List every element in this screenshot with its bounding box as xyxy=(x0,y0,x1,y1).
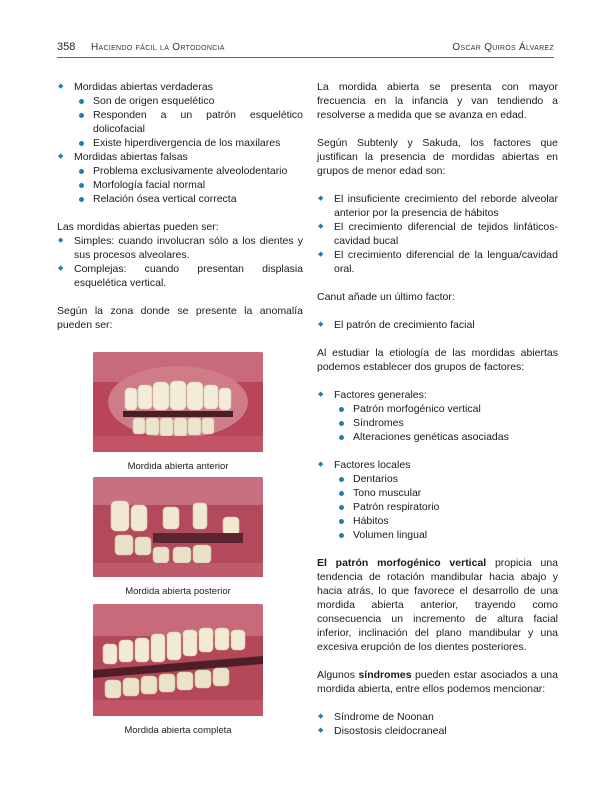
figure-caption: Mordida abierta anterior xyxy=(127,461,229,472)
page-number: 358 xyxy=(57,41,76,53)
running-header xyxy=(57,41,554,58)
list-item: Existe hiperdivergencia de los maxilares xyxy=(74,136,303,150)
canut-factor-list xyxy=(317,318,558,332)
list-item: Son de origen esquelético xyxy=(74,94,303,108)
paragraph: Algunos síndromes pueden estar asociados a una mordida abierta, entre ellos podemos mencionar: xyxy=(317,669,558,695)
list-item: ◆ Disostosis cleidocraneal xyxy=(317,724,558,738)
author-name: Oscar Quirós Álvarez xyxy=(452,42,554,53)
list-item: ◆ Mordidas abiertas verdaderas Son de origen esquelético Responden a un patrón esquelético dolicofacial Existe hiperdivergencia de los maxilares xyxy=(57,80,303,150)
list-item: Síndromes xyxy=(334,416,558,430)
figure-posterior-open-bite xyxy=(93,477,263,597)
list-item: Morfología facial normal xyxy=(74,178,303,192)
list-item: ◆ El patrón de crecimiento facial xyxy=(317,318,558,332)
paragraph: Las mordidas abiertas pueden ser: xyxy=(57,221,219,233)
age-factors-list xyxy=(317,192,558,276)
list-item: ◆ Síndrome de Noonan xyxy=(317,710,558,724)
left-column xyxy=(57,80,303,332)
anterior-open-bite-photo xyxy=(93,352,263,457)
list-item: Relación ósea vertical correcta xyxy=(74,192,303,206)
paragraph: Según la zona donde se presente la anomalía pueden ser: xyxy=(57,305,303,331)
list-item: Patrón morfogénico vertical xyxy=(334,402,558,416)
figure-caption: Mordida abierta posterior xyxy=(125,586,231,597)
list-item: ◆ Factores locales Dentarios Tono muscular Patrón respiratorio Hábitos Volumen lingual xyxy=(317,458,558,542)
complete-open-bite-photo xyxy=(93,604,263,721)
local-factors-list xyxy=(317,458,558,542)
general-factors-list xyxy=(317,388,558,444)
list-item: ◆ El crecimiento diferencial de la lengua/cavidad oral. xyxy=(317,248,558,276)
list-item: Hábitos xyxy=(334,514,558,528)
figure-caption: Mordida abierta completa xyxy=(124,725,232,736)
paragraph: Al estudiar la etiología de las mordidas abiertas podemos establecer dos grupos de factores: xyxy=(317,347,558,373)
figure-complete-open-bite xyxy=(93,604,263,736)
list-item: Alteraciones genéticas asociadas xyxy=(334,430,558,444)
list-item: Volumen lingual xyxy=(334,528,558,542)
paragraph: La mordida abierta se presenta con mayor frecuencia en la infancia y van tendiendo a resolverse a medida que se avanza en edad. xyxy=(317,81,558,121)
list-item: Patrón respiratorio xyxy=(334,500,558,514)
simple-complex-list xyxy=(57,234,303,290)
list-item: ◆ Simples: cuando involucran sólo a los dientes y sus procesos alveolares. xyxy=(57,234,303,262)
list-item: ◆ El crecimiento diferencial de tejidos linfáticos-cavidad bucal xyxy=(317,220,558,248)
list-item: ◆ Mordidas abiertas falsas Problema exclusivamente alveolodentario Morfología facial normal Relación ósea vertical correcta xyxy=(57,150,303,206)
list-item: Dentarios xyxy=(334,472,558,486)
paragraph: Canut añade un último factor: xyxy=(317,291,455,303)
posterior-open-bite-photo xyxy=(93,477,263,582)
list-item: Responden a un patrón esquelético dolicofacial xyxy=(74,108,303,136)
list-item: Problema exclusivamente alveolodentario xyxy=(74,164,303,178)
paragraph: Según Subtenly y Sakuda, los factores que justifican la presencia de mordidas abiertas en grupos de menor edad son: xyxy=(317,137,558,177)
book-title: Haciendo fácil la Ortodoncia xyxy=(91,42,225,53)
list-item: ◆ El insuficiente crecimiento del reborde alveolar anterior por la presencia de hábitos xyxy=(317,192,558,220)
syndromes-list xyxy=(317,710,558,738)
right-column xyxy=(317,80,558,738)
figure-anterior-open-bite xyxy=(93,352,263,472)
open-bite-types-list xyxy=(57,80,303,206)
list-item: ◆ Factores generales: Patrón morfogénico vertical Síndromes Alteraciones genéticas asociadas xyxy=(317,388,558,444)
list-item: Tono muscular xyxy=(334,486,558,500)
paragraph: El patrón morfogénico vertical propicia una tendencia de rotación mandibular hacia abajo y hacia atrás, lo que favorece el desarrollo de una mordida abierta anterior, trayendo como consecuencia un incremento de altura facial inferior, inclinación del plano mandibular y una excesiva erupción de los dientes posteriores. xyxy=(317,557,558,653)
list-item: ◆ Complejas: cuando presentan displasia esquelética vertical. xyxy=(57,262,303,290)
